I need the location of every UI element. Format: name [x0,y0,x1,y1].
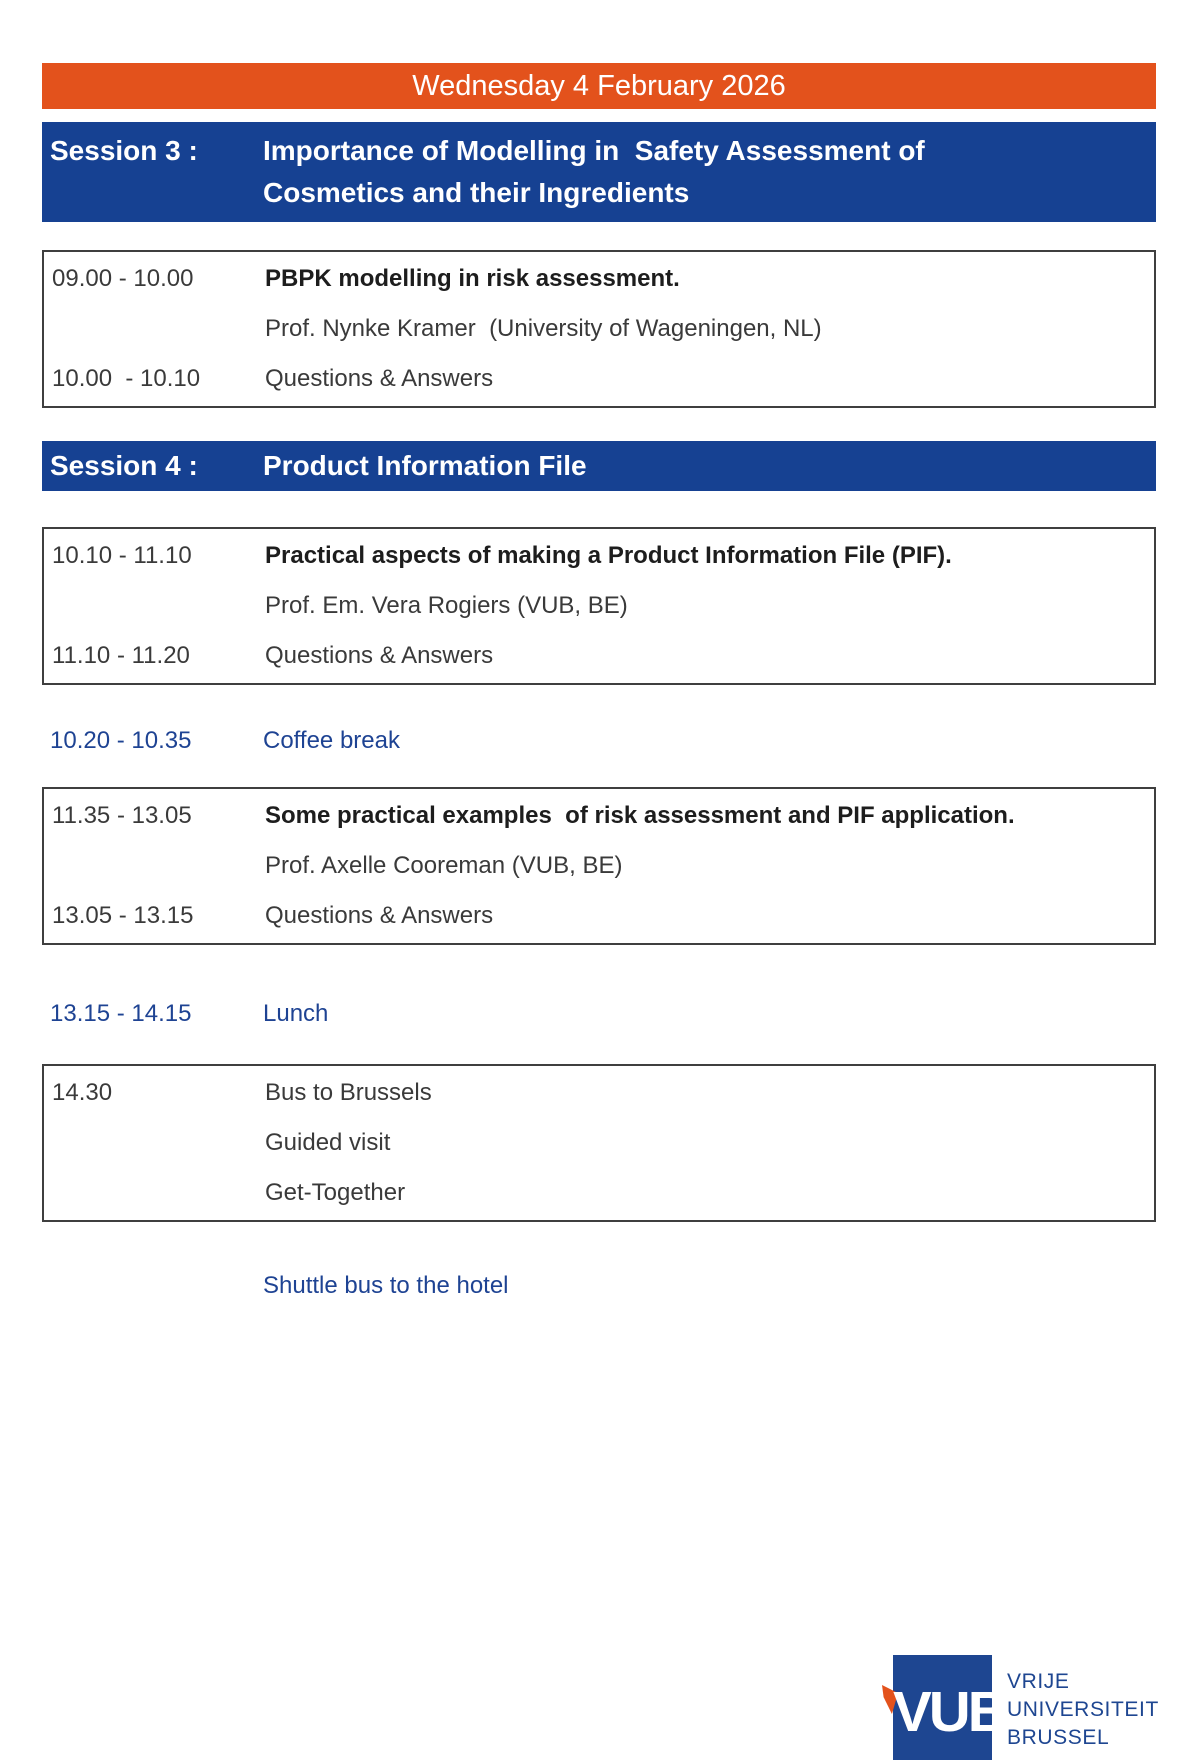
break-label: Coffee break [263,727,400,754]
vub-logo [882,1655,1200,1760]
talk-title: PBPK modelling in risk assessment. [265,265,680,292]
activity-label: Bus to Brussels [265,1079,432,1106]
table-row [52,542,1144,570]
time-cell: 13.05 - 13.15 [52,902,194,929]
time-cell: 11.35 - 13.05 [52,802,192,829]
lunch-break-row [42,1000,1156,1028]
examples-schedule-box [42,787,1156,945]
coffee-break-row [42,727,1156,755]
speaker-name: Prof. Nynke Kramer (University of Wageningen, NL) [265,315,822,342]
activity-label: Get-Together [265,1179,406,1206]
vub-logo-line: UNIVERSITEIT [1007,1698,1159,1721]
session4-schedule-box [42,527,1156,685]
vub-logo-wordmark [1007,1668,1159,1752]
time-cell [52,1179,265,1207]
table-row [52,1079,1144,1107]
table-row [52,592,1144,620]
speaker-name: Prof. Em. Vera Rogiers (VUB, BE) [265,592,628,619]
program-page [42,0,1156,1300]
talk-title: Practical aspects of making a Product Information File (PIF). [265,542,952,569]
activity-label: Guided visit [265,1129,391,1156]
table-row [52,642,1144,670]
speaker-name: Prof. Axelle Cooreman (VUB, BE) [265,852,623,879]
session4-banner [42,441,1156,491]
vub-logo-line: VRIJE [1007,1670,1070,1693]
table-row [52,265,1144,293]
time-cell: 10.10 - 11.10 [52,542,192,569]
time-cell: 14.30 [52,1079,113,1106]
shuttle-note: Shuttle bus to the hotel [263,1272,509,1299]
qa-label: Questions & Answers [265,642,494,669]
time-cell [52,315,265,343]
break-label: Lunch [263,1000,329,1027]
table-row [52,1179,1144,1207]
session3-label: Session 3 : [50,135,198,166]
vub-logo-line: BRUSSEL [1007,1726,1110,1749]
table-row [52,802,1144,830]
time-cell: 10.20 - 10.35 [50,727,192,754]
shuttle-note-row [42,1272,1156,1300]
talk-title: Some practical examples of risk assessment and PIF application. [265,802,1015,829]
time-cell [52,592,265,620]
session3-title: Importance of Modelling in Safety Assessment of Cosmetics and their Ingredients [263,135,933,208]
time-cell [52,852,265,880]
table-row [52,902,1144,930]
session3-banner [42,122,1156,222]
qa-label: Questions & Answers [265,902,494,929]
vub-logo-square [893,1655,1007,1760]
session3-schedule-box [42,250,1156,408]
time-cell: 13.15 - 14.15 [50,1000,192,1027]
time-cell: 11.10 - 11.20 [52,642,190,669]
time-cell [50,1272,263,1300]
time-cell: 10.00 - 10.10 [52,365,201,392]
date-banner [42,63,1156,109]
vub-logo-acronym: VUB [893,1680,1007,1744]
session4-label: Session 4 : [50,450,198,481]
table-row [52,315,1144,343]
date-banner-text: Wednesday 4 February 2026 [412,69,786,102]
table-row [52,852,1144,880]
afternoon-schedule-box [42,1064,1156,1222]
table-row [52,365,1144,393]
time-cell: 09.00 - 10.00 [52,265,194,292]
table-row [52,1129,1144,1157]
time-cell [52,1129,265,1157]
qa-label: Questions & Answers [265,365,494,392]
session4-title: Product Information File [263,450,587,481]
